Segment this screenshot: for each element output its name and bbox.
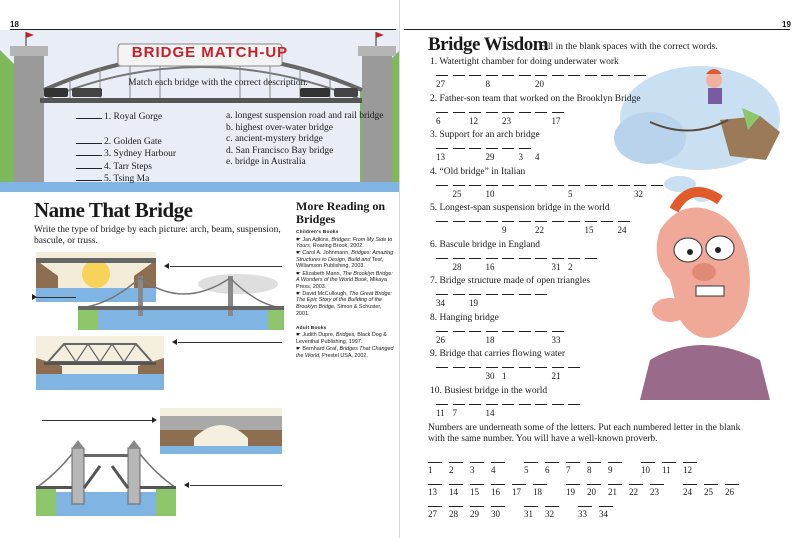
answer-line[interactable] [190, 485, 282, 486]
proverb-number: 21 [608, 487, 617, 497]
clue-number: 8 [485, 79, 490, 89]
clue-number: 16 [485, 261, 495, 272]
letter-blank[interactable] [436, 294, 448, 295]
proverb-number: 12 [683, 465, 692, 475]
letter-blank[interactable] [486, 112, 498, 113]
letter-blank[interactable] [453, 258, 465, 259]
letter-blank[interactable] [535, 112, 547, 113]
letter-blank[interactable] [634, 185, 646, 186]
letter-blank[interactable] [552, 404, 564, 405]
clue-number: 24 [617, 225, 627, 235]
letter-blank[interactable] [436, 404, 448, 405]
more-reading-title: More Reading on Bridges [296, 199, 386, 226]
clue-number: 10 [485, 188, 495, 199]
bridge-item: 3. Sydney Harbour [76, 148, 176, 161]
clue-number: 4 [535, 152, 540, 162]
proverb-number: 1 [428, 465, 433, 475]
letter-blank[interactable] [629, 484, 643, 485]
clue-number: 5 [568, 188, 573, 199]
arch-bridge-picture [160, 408, 282, 454]
letter-blank[interactable] [533, 484, 547, 485]
letter-blank[interactable] [502, 148, 514, 149]
question-text: 10. Busiest bridge in the world [430, 385, 548, 396]
letter-blank[interactable] [436, 367, 448, 368]
letter-blank[interactable] [502, 75, 514, 76]
description-list [226, 111, 386, 169]
letter-blank[interactable] [469, 148, 481, 149]
letter-blank[interactable] [502, 331, 514, 332]
clue-number: 33 [551, 334, 561, 345]
letter-blank[interactable] [519, 148, 531, 149]
proverb-number: 31 [524, 509, 533, 519]
letter-blank[interactable] [587, 462, 601, 463]
letter-blank[interactable] [486, 258, 498, 259]
proverb-number: 24 [683, 487, 692, 497]
arrow-icon [172, 339, 177, 345]
clue-number: 13 [436, 152, 445, 162]
letter-blank[interactable] [453, 294, 465, 295]
letter-blank[interactable] [662, 462, 676, 463]
letter-blank[interactable] [453, 148, 465, 149]
letter-blank[interactable] [486, 404, 498, 405]
letter-blank[interactable] [436, 185, 448, 186]
letter-blank[interactable] [650, 484, 664, 485]
letter-blank[interactable] [519, 331, 531, 332]
letter-blank[interactable] [519, 258, 531, 259]
clue-number: 11 [436, 407, 445, 418]
letter-blank[interactable] [618, 221, 630, 222]
proverb-number: 16 [491, 487, 500, 497]
letter-blank[interactable] [601, 75, 613, 76]
letter-blank[interactable] [552, 75, 564, 76]
letter-blank[interactable] [568, 221, 580, 222]
question-text: 9. Bridge that carries flowing water [430, 349, 566, 359]
bridge-list [76, 111, 176, 186]
description-item: e. bridge in Australia [226, 157, 306, 167]
proverb-number: 34 [599, 509, 608, 519]
clue-number: 32 [634, 188, 643, 199]
letter-blank[interactable] [502, 294, 514, 295]
letter-blank[interactable] [568, 185, 580, 186]
proverb-number: 5 [524, 465, 529, 475]
letter-blank[interactable] [519, 221, 531, 222]
clue-number: 31 [551, 261, 561, 272]
letter-blank[interactable] [568, 75, 580, 76]
clue-number: 7 [452, 407, 457, 418]
letter-blank[interactable] [436, 148, 448, 149]
letter-blank[interactable] [469, 185, 481, 186]
letter-blank[interactable] [428, 484, 442, 485]
letter-blank[interactable] [491, 484, 505, 485]
letter-blank[interactable] [453, 112, 465, 113]
proverb-number: 17 [512, 487, 521, 497]
letter-blank[interactable] [470, 484, 484, 485]
letter-blank[interactable] [585, 258, 597, 259]
letter-blank[interactable] [535, 331, 547, 332]
letter-blank[interactable] [453, 367, 465, 368]
letter-blank[interactable] [486, 148, 498, 149]
proverb-number: 25 [704, 487, 713, 497]
letter-blank[interactable] [585, 221, 597, 222]
question-text: 2. Father-son team that worked on the Brooklyn Bridge [430, 93, 641, 104]
proverb-number: 19 [566, 487, 575, 497]
bascule-bridge-picture [36, 440, 176, 516]
letter-blank[interactable] [578, 506, 592, 507]
arrow-icon [184, 482, 189, 488]
letter-blank[interactable] [535, 404, 547, 405]
letter-blank[interactable] [436, 112, 448, 113]
description-item: b. highest over-water bridge [226, 122, 333, 133]
clue-number: 1 [502, 371, 507, 381]
letter-blank[interactable] [469, 112, 481, 113]
letter-blank[interactable] [535, 221, 547, 222]
clue-number: 25 [452, 188, 462, 199]
proverb-number: 18 [533, 487, 542, 497]
book-entry: ☛ Bernhard Graf, Bridges That Changed the World, Prestel USA, 2002. [296, 346, 394, 359]
letter-blank[interactable] [428, 506, 442, 507]
answer-line[interactable] [42, 420, 152, 421]
name-that-bridge-instruction: Write the type of bridge by each picture: arch, beam, suspension, bascule, or truss. [34, 225, 281, 246]
letter-blank[interactable] [436, 331, 448, 332]
clue-number: 29 [485, 152, 495, 162]
proverb-number: 6 [545, 465, 550, 475]
answer-blank[interactable] [76, 111, 102, 119]
letter-blank[interactable] [552, 185, 564, 186]
letter-blank[interactable] [436, 258, 448, 259]
clue-number: 14 [485, 407, 495, 418]
letter-blank[interactable] [535, 75, 547, 76]
answer-line[interactable] [178, 342, 282, 343]
question-text: 7. Bridge structure made of open triangles [430, 276, 591, 286]
bridge-wisdom-instruction: Fill in the blank spaces with the correct words. [540, 42, 718, 52]
match-up-instruction: Match each bridge with the correct description. [128, 78, 308, 88]
banner-water [0, 182, 400, 192]
letter-blank[interactable] [566, 462, 580, 463]
proverb-instruction: Numbers are underneath some of the letters. Put each numbered letter in the blank with the same number. You will have a well-known proverb. [428, 423, 741, 444]
proverb-number: 7 [566, 465, 571, 475]
proverb-number: 28 [449, 509, 458, 519]
letter-blank[interactable] [502, 185, 514, 186]
question-text: 6. Bascule bridge in England [430, 239, 541, 250]
letter-blank[interactable] [470, 506, 484, 507]
letter-blank[interactable] [469, 221, 481, 222]
clue-number: 27 [436, 79, 445, 89]
description-item: c. ancient-mystery bridge [226, 134, 323, 144]
clue-number: 26 [436, 334, 445, 345]
letter-blank[interactable] [725, 484, 739, 485]
letter-blank[interactable] [683, 484, 697, 485]
letter-blank[interactable] [491, 462, 505, 463]
answer-line[interactable] [36, 297, 76, 298]
proverb-number: 15 [470, 487, 479, 497]
suspension-bridge-picture [78, 270, 284, 330]
clue-number: 23 [502, 115, 511, 126]
letter-blank[interactable] [545, 462, 559, 463]
question-text: 4. “Old bridge” in Italian [430, 166, 526, 177]
letter-blank[interactable] [486, 75, 498, 76]
proverb-number: 11 [662, 465, 671, 475]
letter-blank[interactable] [436, 75, 448, 76]
letter-blank[interactable] [486, 367, 498, 368]
proverb-number: 4 [491, 465, 496, 475]
letter-blank[interactable] [683, 462, 697, 463]
clue-number: 28 [452, 261, 462, 272]
adult-books-heading: Adult Books [296, 325, 327, 331]
description-item: d. San Francisco Bay bridge [226, 145, 334, 156]
proverb-number: 33 [578, 509, 587, 519]
answer-blank[interactable] [76, 161, 102, 169]
right-page [400, 0, 800, 538]
proverb-number: 26 [725, 487, 734, 497]
letter-blank[interactable] [568, 404, 580, 405]
letter-blank[interactable] [453, 331, 465, 332]
letter-blank[interactable] [535, 294, 547, 295]
letter-blank[interactable] [449, 462, 463, 463]
header-rule [404, 29, 790, 30]
question-text: 1. Watertight chamber for doing underwater work [430, 57, 619, 67]
letter-blank[interactable] [608, 484, 622, 485]
letter-blank[interactable] [552, 331, 564, 332]
arrow-icon [164, 263, 169, 269]
letter-blank[interactable] [552, 258, 564, 259]
letter-blank[interactable] [545, 506, 559, 507]
clue-number: 6 [436, 115, 441, 126]
letter-blank[interactable] [469, 331, 481, 332]
letter-blank[interactable] [453, 221, 465, 222]
proverb-number: 9 [608, 465, 613, 475]
bridge-item: 4. Tarr Steps [76, 161, 176, 174]
question-text: 8. Hanging bridge [430, 312, 499, 323]
letter-blank[interactable] [486, 185, 498, 186]
letter-blank[interactable] [469, 294, 481, 295]
clue-number: 9 [502, 225, 507, 235]
proverb-number: 30 [491, 509, 500, 519]
letter-blank[interactable] [512, 484, 526, 485]
letter-blank[interactable] [436, 221, 448, 222]
answer-line[interactable] [170, 266, 282, 267]
letter-blank[interactable] [618, 185, 630, 186]
page-number-left: 18 [10, 20, 19, 29]
match-up-title: BRIDGE MATCH-UP [131, 44, 289, 61]
book-entry: ☛ Carol A. Johnmann, Bridges: Amazing Structures to Design, Build and Test, Williamson Publishing, 2003. [296, 250, 394, 270]
letter-blank[interactable] [519, 75, 531, 76]
letter-blank[interactable] [552, 112, 564, 113]
answer-blank[interactable] [76, 173, 102, 181]
clue-number: 19 [469, 298, 478, 308]
proverb-number: 8 [587, 465, 592, 475]
page-number-right: 19 [782, 20, 791, 29]
letter-blank[interactable] [502, 258, 514, 259]
clue-number: 21 [551, 371, 561, 381]
letter-blank[interactable] [502, 367, 514, 368]
letter-blank[interactable] [568, 258, 580, 259]
letter-blank[interactable] [502, 404, 514, 405]
description-item: a. longest suspension road and rail bridge [226, 111, 384, 121]
letter-blank[interactable] [601, 185, 613, 186]
letter-blank[interactable] [486, 294, 498, 295]
clue-number: 15 [584, 225, 594, 235]
letter-blank[interactable] [587, 484, 601, 485]
letter-blank[interactable] [453, 75, 465, 76]
letter-blank[interactable] [453, 404, 465, 405]
clue-number: 2 [568, 261, 573, 272]
letter-blank[interactable] [449, 506, 463, 507]
book-entry: ☛ Judith Dupre, Bridges, Black Dog & Leventhal Publishing, 1997. [296, 332, 387, 345]
book-entry: ☛ David McCullough, The Great Bridge: The Epic Story of the Building of the Brooklyn Bridge, Simon & Schuster, 2001. [296, 290, 392, 317]
letter-blank[interactable] [519, 185, 531, 186]
proverb-number: 20 [587, 487, 596, 497]
letter-blank[interactable] [486, 331, 498, 332]
letter-blank[interactable] [568, 367, 580, 368]
question-text: 3. Support for an arch bridge [430, 130, 540, 140]
letter-blank[interactable] [469, 404, 481, 405]
proverb-number: 3 [470, 465, 475, 475]
clue-number: 3 [518, 152, 523, 162]
letter-blank[interactable] [524, 506, 538, 507]
letter-blank[interactable] [535, 367, 547, 368]
letter-blank[interactable] [519, 404, 531, 405]
letter-blank[interactable] [470, 462, 484, 463]
letter-blank[interactable] [428, 462, 442, 463]
bridge-item: 5. Tsing Ma [76, 173, 176, 186]
letter-blank[interactable] [453, 185, 465, 186]
answer-blank[interactable] [76, 148, 102, 156]
letter-blank[interactable] [519, 112, 531, 113]
clue-number: 22 [535, 225, 544, 235]
proverb-number: 14 [449, 487, 458, 497]
bridge-item: 2. Golden Gate [76, 136, 176, 149]
letter-blank[interactable] [552, 367, 564, 368]
clue-number: 12 [469, 115, 478, 126]
book-entry: ☛ Jan Adkins, Bridges: From My Side to Yours, Roaring Brook, 2002. [296, 236, 393, 250]
letter-blank[interactable] [585, 75, 597, 76]
letter-blank[interactable] [449, 484, 463, 485]
letter-blank[interactable] [535, 258, 547, 259]
letter-blank[interactable] [469, 258, 481, 259]
proverb-number: 27 [428, 509, 437, 519]
proverb-number: 29 [470, 509, 479, 519]
bridge-item: 1. Royal Gorge [76, 111, 176, 124]
letter-blank[interactable] [599, 506, 613, 507]
more-reading-list [296, 230, 394, 360]
proverb-number: 22 [629, 487, 638, 497]
letter-blank[interactable] [618, 75, 630, 76]
letter-blank[interactable] [469, 367, 481, 368]
letter-blank[interactable] [524, 462, 538, 463]
truss-bridge-picture [36, 336, 164, 390]
proverb-number: 13 [428, 487, 437, 497]
letter-blank[interactable] [469, 75, 481, 76]
letter-blank[interactable] [502, 112, 514, 113]
letter-blank[interactable] [566, 484, 580, 485]
letter-blank[interactable] [704, 484, 718, 485]
arrow-icon [152, 417, 157, 423]
answer-blank[interactable] [76, 136, 102, 144]
clue-number: 34 [436, 298, 445, 308]
letter-blank[interactable] [634, 75, 646, 76]
letter-blank[interactable] [601, 221, 613, 222]
letter-blank[interactable] [651, 185, 663, 186]
clue-number: 17 [551, 115, 561, 126]
clue-number: 18 [485, 334, 495, 345]
clue-number: 20 [535, 79, 544, 89]
proverb-number: 32 [545, 509, 554, 519]
letter-blank[interactable] [608, 462, 622, 463]
clue-number: 30 [485, 371, 495, 381]
letter-blank[interactable] [535, 185, 547, 186]
bridge-wisdom-title: Bridge Wisdom [428, 34, 549, 55]
letter-blank[interactable] [486, 221, 498, 222]
childrens-books-heading: Children's Books [296, 230, 339, 235]
letter-blank[interactable] [519, 294, 531, 295]
letter-blank[interactable] [502, 221, 514, 222]
letter-blank[interactable] [641, 462, 655, 463]
question-text: 5. Longest-span suspension bridge in the world [430, 203, 610, 213]
letter-blank[interactable] [585, 185, 597, 186]
letter-blank[interactable] [519, 367, 531, 368]
book-entry: ☛ Elizabeth Mann, The Brooklyn Bridge: A Wonders of the World Book, Mikaya Press, 2003. [296, 270, 393, 290]
letter-blank[interactable] [491, 506, 505, 507]
proverb-number: 10 [641, 465, 650, 475]
proverb-number: 23 [650, 487, 659, 497]
name-that-bridge-title: Name That Bridge [34, 198, 193, 222]
proverb-number: 2 [449, 465, 454, 475]
letter-blank[interactable] [552, 221, 564, 222]
